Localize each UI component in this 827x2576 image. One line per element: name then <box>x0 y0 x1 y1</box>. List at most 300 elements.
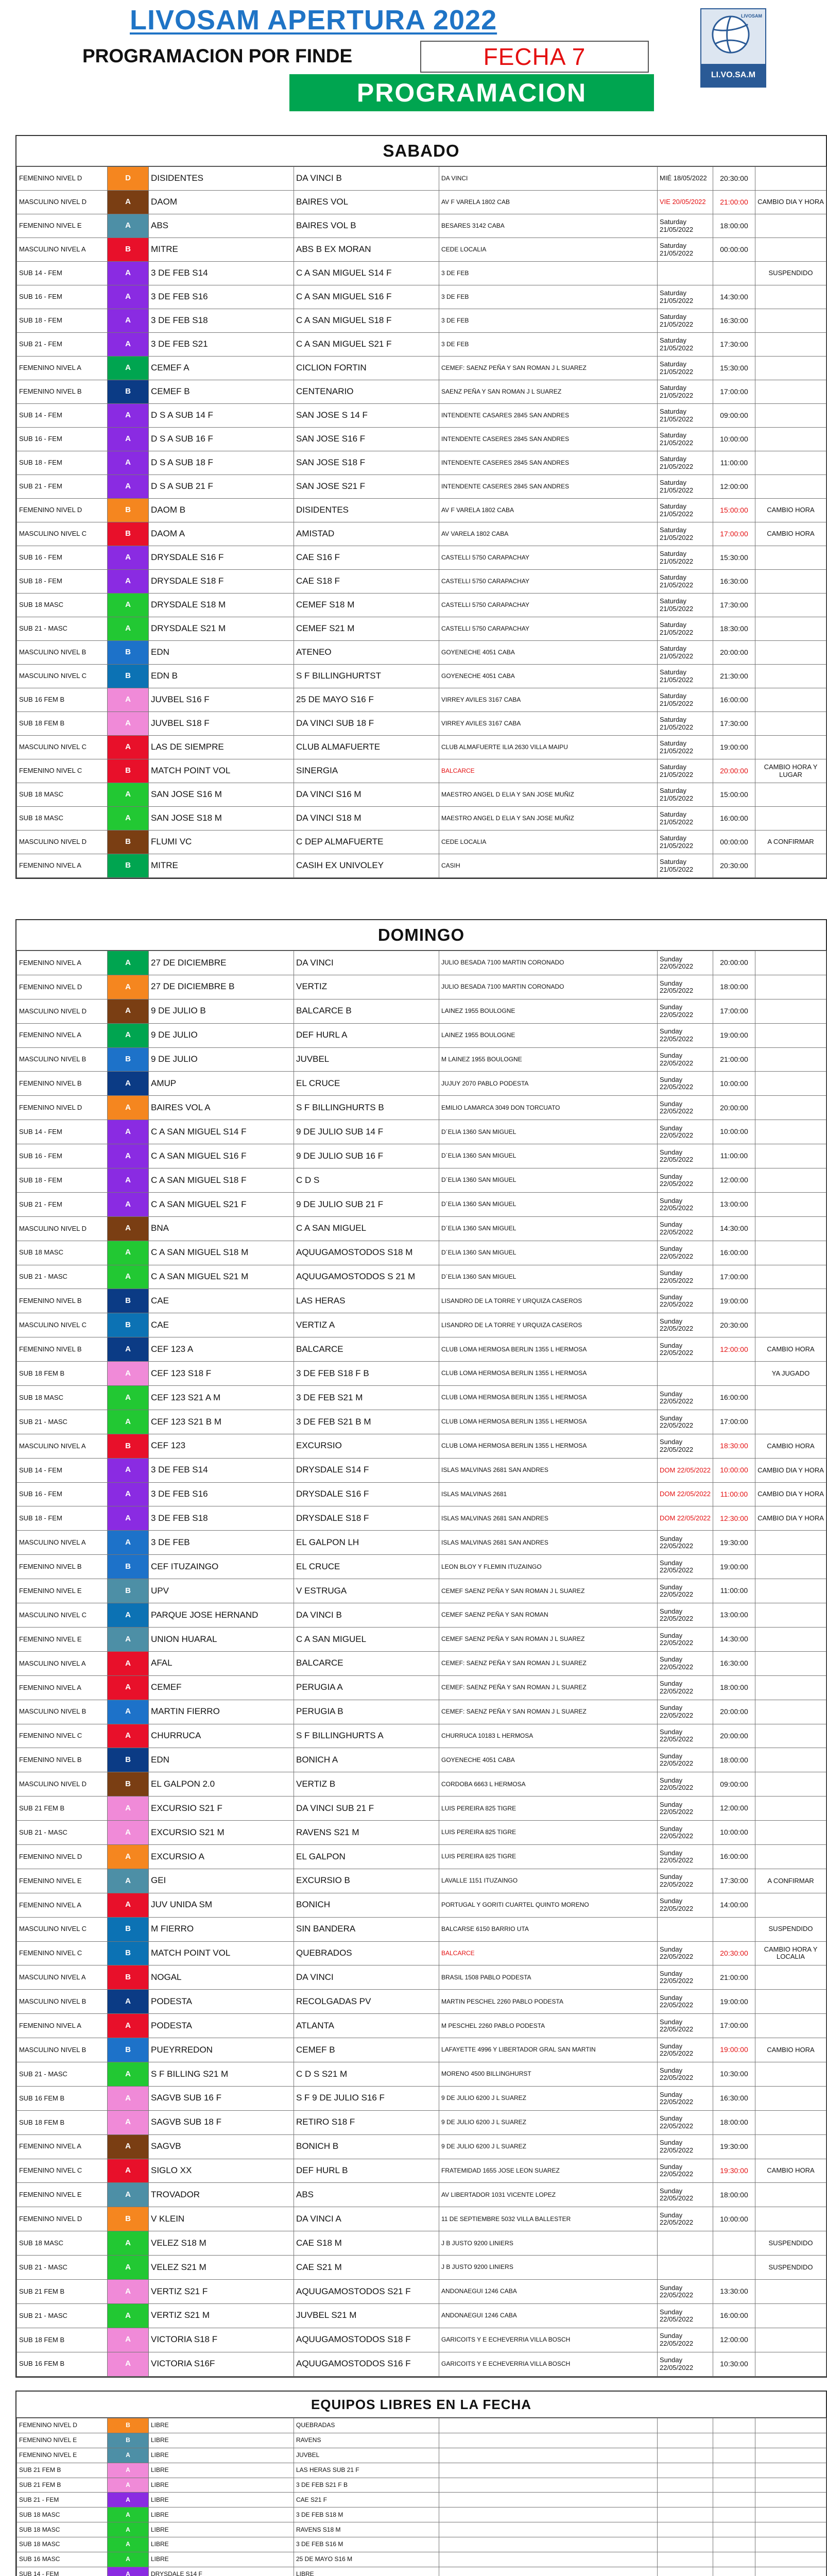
venue-cell: DA VINCI <box>439 167 658 191</box>
note-cell <box>755 1144 826 1168</box>
time-cell: 14:30:00 <box>713 285 755 309</box>
venue-cell: JUJUY 2070 PABLO PODESTA <box>439 1072 658 1096</box>
libre-team-cell: 3 DE FEB S18 M <box>294 2507 439 2522</box>
note-cell <box>755 428 826 451</box>
level-code-badge: A <box>108 404 149 428</box>
date-cell: Sunday 22/05/2022 <box>658 1555 713 1579</box>
category-cell: FEMENINO NIVEL D <box>17 1096 108 1120</box>
note-cell: CAMBIO HORA <box>755 499 826 522</box>
level-code-badge: B <box>108 1748 149 1772</box>
venue-cell: CLUB LOMA HERMOSA BERLIN 1355 L HERMOSA <box>439 1434 658 1458</box>
away-team-cell: C DEP ALMAFUERTE <box>294 831 439 854</box>
empty-cell <box>755 2433 826 2448</box>
category-cell: SUB 18 MASC <box>17 1386 108 1410</box>
empty-cell <box>713 2507 755 2522</box>
time-cell: 20:30:00 <box>713 167 755 191</box>
away-team-cell: PERUGIA B <box>294 1700 439 1724</box>
category-cell: SUB 14 - FEM <box>17 1458 108 1482</box>
away-team-cell: S F BILLINGHURTS A <box>294 1724 439 1748</box>
home-team-cell: C A SAN MIGUEL S21 M <box>149 1265 294 1289</box>
note-cell <box>755 1531 826 1555</box>
date-cell: Sunday 22/05/2022 <box>658 1144 713 1168</box>
note-cell <box>755 1072 826 1096</box>
away-team-cell: SIN BANDERA <box>294 1917 439 1941</box>
home-team-cell: V KLEIN <box>149 2207 294 2231</box>
category-cell: FEMENINO NIVEL A <box>17 2134 108 2159</box>
note-cell <box>755 1675 826 1700</box>
away-team-cell: CAE S16 F <box>294 546 439 570</box>
category-cell: SUB 18 MASC <box>17 1241 108 1265</box>
libre-row <box>17 2418 826 2433</box>
venue-cell: J B JUSTO 9200 LINIERS <box>439 2256 658 2280</box>
venue-cell: MAESTRO ANGEL D ELIA Y SAN JOSE MUÑIZ <box>439 783 658 807</box>
match-row <box>17 546 826 570</box>
away-team-cell: V ESTRUGA <box>294 1579 439 1603</box>
level-code-badge: A <box>108 1168 149 1193</box>
away-team-cell: DEF HURL A <box>294 1023 439 1047</box>
venue-cell: CEMEF SAENZ PEÑA Y SAN ROMAN <box>439 1603 658 1628</box>
home-team-cell: 9 DE JULIO B <box>149 999 294 1023</box>
home-team-cell: CEF 123 S21 A M <box>149 1386 294 1410</box>
time-cell: 10:00:00 <box>713 1120 755 1144</box>
time-cell: 19:00:00 <box>713 1289 755 1313</box>
note-cell <box>755 238 826 262</box>
match-row <box>17 1651 826 1675</box>
category-cell: MASCULINO NIVEL B <box>17 2038 108 2062</box>
date-cell <box>658 262 713 285</box>
match-row <box>17 1313 826 1337</box>
category-cell: MASCULINO NIVEL C <box>17 736 108 759</box>
time-cell: 19:30:00 <box>713 2159 755 2183</box>
time-cell <box>713 1362 755 1386</box>
note-cell <box>755 1241 826 1265</box>
time-cell: 18:00:00 <box>713 1748 755 1772</box>
venue-cell: CASTELLI 5750 CARAPACHAY <box>439 546 658 570</box>
date-cell: Sunday 22/05/2022 <box>658 2352 713 2376</box>
level-code-badge: A <box>108 1700 149 1724</box>
date-cell: Sunday 22/05/2022 <box>658 2207 713 2231</box>
home-team-cell: C A SAN MIGUEL S21 F <box>149 1192 294 1216</box>
venue-cell: D´ELIA 1360 SAN MIGUEL <box>439 1120 658 1144</box>
category-cell: SUB 21 - FEM <box>17 475 108 499</box>
time-cell: 21:00:00 <box>713 1965 755 1990</box>
away-team-cell: ATLANTA <box>294 2014 439 2038</box>
match-row <box>17 333 826 357</box>
level-code-badge: A <box>108 1072 149 1096</box>
venue-cell: ISLAS MALVINAS 2681 SAN ANDRES <box>439 1506 658 1531</box>
time-cell: 15:30:00 <box>713 546 755 570</box>
away-team-cell: ATENEO <box>294 641 439 665</box>
home-team-cell: 3 DE FEB S14 <box>149 262 294 285</box>
level-code-badge: A <box>108 2134 149 2159</box>
match-row <box>17 951 826 975</box>
level-code-badge: A <box>108 1724 149 1748</box>
category-cell: MASCULINO NIVEL C <box>17 1603 108 1628</box>
note-cell <box>755 1023 826 1047</box>
level-code-badge: B <box>108 1289 149 1313</box>
note-cell: CAMBIO HORA <box>755 522 826 546</box>
away-team-cell: C A SAN MIGUEL <box>294 1216 439 1241</box>
note-cell <box>755 665 826 688</box>
date-cell: Saturday 21/05/2022 <box>658 570 713 594</box>
away-team-cell: C A SAN MIGUEL S16 F <box>294 285 439 309</box>
time-cell: 12:00:00 <box>713 1168 755 1193</box>
match-row <box>17 475 826 499</box>
libre-team-cell: RAVENS <box>294 2433 439 2448</box>
level-code-badge: A <box>108 2062 149 2086</box>
empty-cell <box>658 2522 713 2537</box>
match-row <box>17 1893 826 1917</box>
libre-text-cell: LIBRE <box>149 2522 294 2537</box>
match-row <box>17 594 826 617</box>
empty-cell <box>713 2448 755 2463</box>
venue-cell: GOYENECHE 4051 CABA <box>439 665 658 688</box>
note-cell <box>755 712 826 736</box>
libre-text-cell: LIBRE <box>149 2537 294 2552</box>
time-cell: 17:00:00 <box>713 1410 755 1434</box>
libre-text-cell: LIBRE <box>149 2493 294 2507</box>
home-team-cell: 3 DE FEB S16 <box>149 285 294 309</box>
match-row <box>17 665 826 688</box>
home-team-cell: D S A SUB 14 F <box>149 404 294 428</box>
note-cell <box>755 854 826 878</box>
date-cell: Saturday 21/05/2022 <box>658 759 713 783</box>
empty-cell <box>755 2448 826 2463</box>
category-cell: MASCULINO NIVEL A <box>17 1434 108 1458</box>
home-team-cell: VELEZ S18 M <box>149 2231 294 2256</box>
away-team-cell: RECOLGADAS PV <box>294 1990 439 2014</box>
away-team-cell: PERUGIA A <box>294 1675 439 1700</box>
away-team-cell: DA VINCI SUB 21 F <box>294 1797 439 1821</box>
time-cell: 14:30:00 <box>713 1216 755 1241</box>
category-cell: FEMENINO NIVEL A <box>17 1675 108 1700</box>
away-team-cell: 3 DE FEB S21 M <box>294 1386 439 1410</box>
venue-cell: ISLAS MALVINAS 2681 SAN ANDRES <box>439 1531 658 1555</box>
time-cell: 17:00:00 <box>713 1265 755 1289</box>
match-row <box>17 2328 826 2352</box>
category-cell: MASCULINO NIVEL C <box>17 522 108 546</box>
home-team-cell: MITRE <box>149 854 294 878</box>
venue-cell: CASTELLI 5750 CARAPACHAY <box>439 617 658 641</box>
date-cell: Sunday 22/05/2022 <box>658 1434 713 1458</box>
date-cell: Sunday 22/05/2022 <box>658 2159 713 2183</box>
time-cell: 17:30:00 <box>713 594 755 617</box>
home-team-cell: CEF 123 <box>149 1434 294 1458</box>
time-cell: 16:00:00 <box>713 807 755 831</box>
time-cell: 10:00:00 <box>713 1458 755 1482</box>
date-cell: Saturday 21/05/2022 <box>658 333 713 357</box>
category-cell: SUB 21 - MASC <box>17 2062 108 2086</box>
home-team-cell: D S A SUB 18 F <box>149 451 294 475</box>
level-code-badge: B <box>108 238 149 262</box>
home-team-cell: D S A SUB 16 F <box>149 428 294 451</box>
level-code-badge: A <box>108 594 149 617</box>
venue-cell: CLUB LOMA HERMOSA BERLIN 1355 L HERMOSA <box>439 1337 658 1362</box>
category-cell: SUB 18 - FEM <box>17 1506 108 1531</box>
libre-team-cell: LAS HERAS SUB 21 F <box>294 2463 439 2478</box>
date-cell: Sunday 22/05/2022 <box>658 1603 713 1628</box>
category-cell: MASCULINO NIVEL D <box>17 1772 108 1797</box>
level-code-badge: B <box>108 1772 149 1797</box>
away-team-cell: CAE S18 M <box>294 2231 439 2256</box>
date-cell: DOM 22/05/2022 <box>658 1458 713 1482</box>
category-cell: SUB 14 - FEM <box>17 2567 108 2576</box>
venue-cell: CEDE LOCALIA <box>439 831 658 854</box>
time-cell: 17:30:00 <box>713 1869 755 1893</box>
away-team-cell: CEMEF S21 M <box>294 617 439 641</box>
empty-cell <box>658 2507 713 2522</box>
category-cell: SUB 18 MASC <box>17 594 108 617</box>
category-cell: MASCULINO NIVEL D <box>17 831 108 854</box>
time-cell: 17:00:00 <box>713 522 755 546</box>
empty-cell <box>713 2522 755 2537</box>
away-team-cell: DA VINCI S16 M <box>294 783 439 807</box>
away-team-cell: DRYSDALE S14 F <box>294 1458 439 1482</box>
time-cell: 18:00:00 <box>713 2183 755 2207</box>
time-cell: 16:00:00 <box>713 2303 755 2328</box>
match-row <box>17 783 826 807</box>
venue-cell: BRASIL 1508 PABLO PODESTA <box>439 1965 658 1990</box>
category-cell: SUB 16 FEM B <box>17 2352 108 2376</box>
match-row <box>17 1506 826 1531</box>
home-team-cell: MATCH POINT VOL <box>149 759 294 783</box>
home-team-cell: 9 DE JULIO <box>149 1023 294 1047</box>
category-cell: SUB 18 MASC <box>17 2537 108 2552</box>
match-row <box>17 2134 826 2159</box>
note-cell <box>755 380 826 404</box>
date-cell: Saturday 21/05/2022 <box>658 783 713 807</box>
time-cell: 16:30:00 <box>713 1651 755 1675</box>
empty-cell <box>713 2418 755 2433</box>
date-cell: Sunday 22/05/2022 <box>658 1531 713 1555</box>
libre-text-cell: LIBRE <box>149 2507 294 2522</box>
level-code-badge: B <box>108 1047 149 1072</box>
category-cell: FEMENINO NIVEL A <box>17 1893 108 1917</box>
note-cell <box>755 546 826 570</box>
date-cell: Sunday 22/05/2022 <box>658 1990 713 2014</box>
home-team-cell: SAGVB SUB 18 F <box>149 2110 294 2134</box>
match-row <box>17 1434 826 1458</box>
empty-cell <box>713 2433 755 2448</box>
note-cell <box>755 1192 826 1216</box>
date-cell: Sunday 22/05/2022 <box>658 1072 713 1096</box>
venue-cell: BESARES 3142 CABA <box>439 214 658 238</box>
away-team-cell: C A SAN MIGUEL S21 F <box>294 333 439 357</box>
empty-cell <box>713 2493 755 2507</box>
sabado-table <box>16 166 826 878</box>
match-row <box>17 214 826 238</box>
category-cell: MASCULINO NIVEL A <box>17 1531 108 1555</box>
level-code-badge: A <box>108 1821 149 1845</box>
level-code-badge: A <box>108 2256 149 2280</box>
note-cell <box>755 2207 826 2231</box>
home-team-cell: TROVADOR <box>149 2183 294 2207</box>
away-team-cell: VERTIZ A <box>294 1313 439 1337</box>
level-code-badge: B <box>108 499 149 522</box>
date-cell: Saturday 21/05/2022 <box>658 594 713 617</box>
libre-row <box>17 2537 826 2552</box>
libre-team-cell: JUVBEL <box>294 2448 439 2463</box>
match-row <box>17 1144 826 1168</box>
category-cell: SUB 21 FEM B <box>17 2463 108 2478</box>
date-cell: Saturday 21/05/2022 <box>658 854 713 878</box>
away-team-cell: JUVBEL S21 M <box>294 2303 439 2328</box>
venue-cell: CEDE LOCALIA <box>439 238 658 262</box>
away-team-cell: DA VINCI <box>294 951 439 975</box>
level-code-badge: B <box>108 1579 149 1603</box>
note-cell <box>755 999 826 1023</box>
home-team-cell: SAN JOSE S16 M <box>149 783 294 807</box>
venue-cell: INTENDENTE CASERES 2845 SAN ANDRES <box>439 428 658 451</box>
match-row <box>17 1362 826 1386</box>
time-cell: 16:00:00 <box>713 1844 755 1869</box>
time-cell: 21:00:00 <box>713 1047 755 1072</box>
level-code-badge: A <box>108 1216 149 1241</box>
home-team-cell: C A SAN MIGUEL S14 F <box>149 1120 294 1144</box>
note-cell <box>755 2328 826 2352</box>
note-cell <box>755 1893 826 1917</box>
libre-team-cell: 3 DE FEB S21 F B <box>294 2478 439 2493</box>
venue-cell: CLUB ALMAFUERTE ILIA 2630 VILLA MAIPU <box>439 736 658 759</box>
date-cell: Sunday 22/05/2022 <box>658 1627 713 1651</box>
date-cell: Sunday 22/05/2022 <box>658 1965 713 1990</box>
home-team-cell: SAGVB <box>149 2134 294 2159</box>
category-cell: FEMENINO NIVEL D <box>17 167 108 191</box>
home-team-cell: C A SAN MIGUEL S16 F <box>149 1144 294 1168</box>
category-cell: SUB 21 - FEM <box>17 333 108 357</box>
time-cell: 19:00:00 <box>713 1555 755 1579</box>
home-team-cell: CEF 123 S18 F <box>149 1362 294 1386</box>
match-row <box>17 2352 826 2376</box>
match-row <box>17 1458 826 1482</box>
level-code-badge: B <box>108 1941 149 1965</box>
match-row <box>17 1216 826 1241</box>
venue-cell: J B JUSTO 9200 LINIERS <box>439 2231 658 2256</box>
level-code-badge: A <box>108 1893 149 1917</box>
home-team-cell: MARTIN FIERRO <box>149 1700 294 1724</box>
match-row <box>17 1289 826 1313</box>
venue-cell: CASTELLI 5750 CARAPACHAY <box>439 594 658 617</box>
match-row <box>17 1241 826 1265</box>
match-row <box>17 1724 826 1748</box>
level-code-badge: A <box>108 1120 149 1144</box>
category-cell: SUB 18 - FEM <box>17 309 108 333</box>
time-cell: 14:00:00 <box>713 1893 755 1917</box>
away-team-cell: DEF HURL B <box>294 2159 439 2183</box>
home-team-cell: DISIDENTES <box>149 167 294 191</box>
empty-cell <box>658 2463 713 2478</box>
domingo-section <box>15 919 827 2378</box>
domingo-table <box>16 951 826 2377</box>
category-cell: FEMENINO NIVEL E <box>17 1579 108 1603</box>
match-row <box>17 1337 826 1362</box>
time-cell: 19:30:00 <box>713 2134 755 2159</box>
match-row <box>17 428 826 451</box>
venue-cell: LISANDRO DE LA TORRE Y URQUIZA CASEROS <box>439 1313 658 1337</box>
time-cell: 19:00:00 <box>713 2038 755 2062</box>
time-cell: 11:00:00 <box>713 1482 755 1506</box>
venue-cell: 9 DE JULIO 6200 J L SUAREZ <box>439 2086 658 2110</box>
away-team-cell: DISIDENTES <box>294 499 439 522</box>
match-row <box>17 1700 826 1724</box>
date-cell: Saturday 21/05/2022 <box>658 380 713 404</box>
home-team-cell: CEMEF B <box>149 380 294 404</box>
venue-cell: VIRREY AVILES 3167 CABA <box>439 688 658 712</box>
time-cell: 20:30:00 <box>713 1941 755 1965</box>
home-team-cell: SIGLO XX <box>149 2159 294 2183</box>
date-cell: Saturday 21/05/2022 <box>658 522 713 546</box>
libre-team-cell: 3 DE FEB S16 M <box>294 2537 439 2552</box>
libre-row <box>17 2493 826 2507</box>
category-cell: FEMENINO NIVEL E <box>17 214 108 238</box>
time-cell: 13:30:00 <box>713 2279 755 2303</box>
home-team-cell: VICTORIA S18 F <box>149 2328 294 2352</box>
level-code-badge: A <box>108 2110 149 2134</box>
time-cell: 15:00:00 <box>713 783 755 807</box>
category-cell: SUB 18 MASC <box>17 2231 108 2256</box>
venue-cell: LUIS PEREIRA 825 TIGRE <box>439 1797 658 1821</box>
note-cell: CAMBIO DIA Y HORA <box>755 1458 826 1482</box>
livosam-logo <box>700 8 766 88</box>
note-cell <box>755 688 826 712</box>
date-cell: Sunday 22/05/2022 <box>658 1313 713 1337</box>
away-team-cell: VERTIZ <box>294 975 439 999</box>
libre-row <box>17 2463 826 2478</box>
time-cell: 20:00:00 <box>713 1724 755 1748</box>
time-cell: 19:00:00 <box>713 1023 755 1047</box>
section-title-domingo: DOMINGO <box>16 920 826 951</box>
empty-cell <box>658 2552 713 2567</box>
empty-cell <box>755 2567 826 2576</box>
section-title-libres: EQUIPOS LIBRES EN LA FECHA <box>16 2392 826 2418</box>
date-cell: Saturday 21/05/2022 <box>658 617 713 641</box>
note-cell <box>755 2279 826 2303</box>
date-cell: Saturday 21/05/2022 <box>658 665 713 688</box>
date-cell: Sunday 22/05/2022 <box>658 1844 713 1869</box>
away-team-cell: CICLION FORTIN <box>294 357 439 380</box>
away-team-cell: C A SAN MIGUEL S18 F <box>294 309 439 333</box>
empty-cell <box>439 2463 658 2478</box>
home-team-cell: EDN <box>149 1748 294 1772</box>
level-code-badge: A <box>108 1627 149 1651</box>
date-cell: Saturday 21/05/2022 <box>658 404 713 428</box>
time-cell: 16:00:00 <box>713 1241 755 1265</box>
note-cell <box>755 975 826 999</box>
level-code-badge: A <box>108 736 149 759</box>
match-row <box>17 451 826 475</box>
note-cell: CAMBIO DIA Y HORA <box>755 191 826 214</box>
category-cell: SUB 16 - FEM <box>17 428 108 451</box>
level-code-badge: A <box>108 2014 149 2038</box>
venue-cell: SAENZ PEÑA Y SAN ROMAN J L SUAREZ <box>439 380 658 404</box>
empty-cell <box>439 2478 658 2493</box>
away-team-cell: DA VINCI <box>294 1965 439 1990</box>
category-cell: FEMENINO NIVEL E <box>17 2448 108 2463</box>
venue-cell: AV F VARELA 1802 CABA <box>439 499 658 522</box>
level-code-badge: A <box>108 2507 149 2522</box>
note-cell <box>755 1265 826 1289</box>
venue-cell: BALCARSE 6150 BARRIO UTA <box>439 1917 658 1941</box>
match-row <box>17 617 826 641</box>
level-code-badge: A <box>108 999 149 1023</box>
level-code-badge: A <box>108 807 149 831</box>
away-team-cell: CAE S18 F <box>294 570 439 594</box>
venue-cell: LUIS PEREIRA 825 TIGRE <box>439 1821 658 1845</box>
match-row <box>17 1047 826 1072</box>
note-cell <box>755 1700 826 1724</box>
note-cell: CAMBIO DIA Y HORA <box>755 1482 826 1506</box>
venue-cell: LAFAYETTE 4996 Y LIBERTADOR GRAL SAN MARTIN <box>439 2038 658 2062</box>
